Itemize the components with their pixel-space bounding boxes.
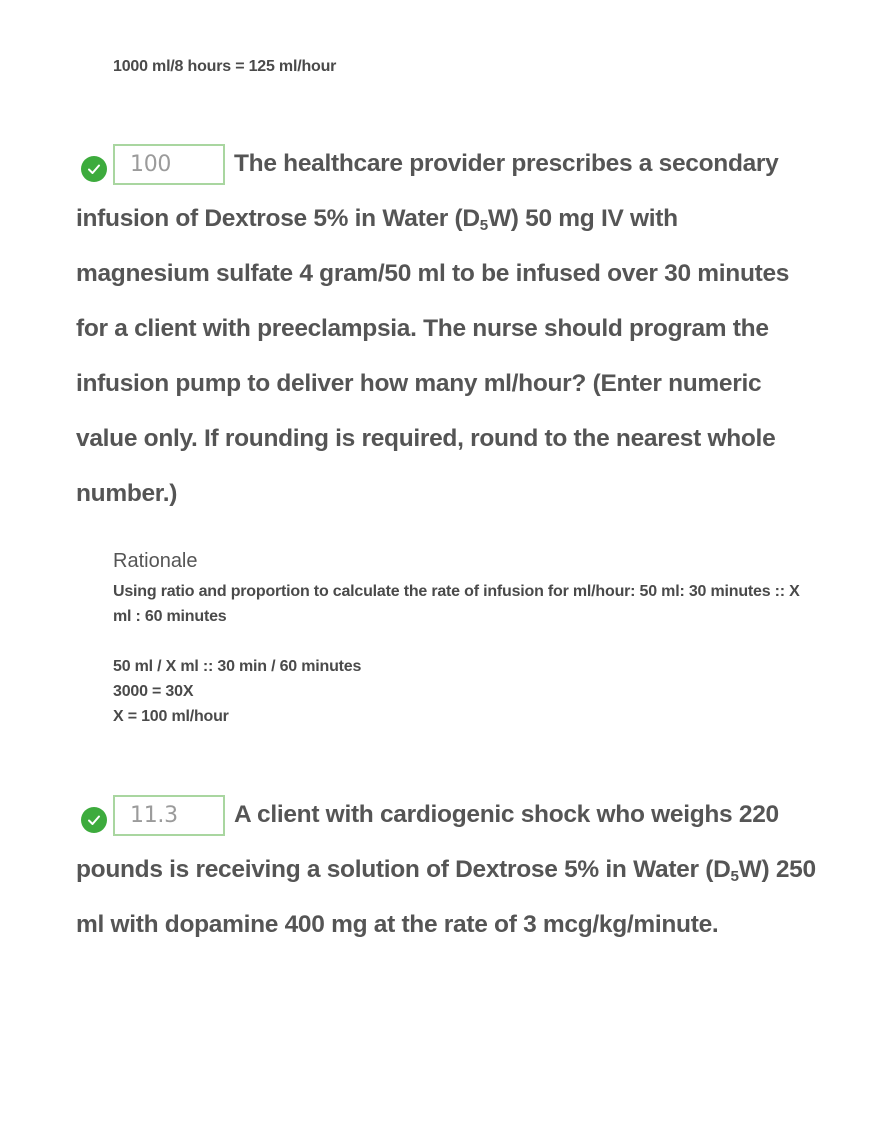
check-circle-icon: [81, 807, 107, 833]
previous-rationale-line: 1000 ml/8 hours = 125 ml/hour: [113, 58, 337, 75]
rationale-1: [113, 550, 813, 729]
answer-input-2[interactable]: 11.3: [113, 795, 225, 836]
answer-input-1[interactable]: 100: [113, 144, 225, 185]
rationale-step: 3000 = 30X: [113, 683, 194, 700]
answer-area-2: [76, 787, 234, 842]
question-1-text-a: The healthcare provider prescribes a secondary infusion of Dextrose 5% in Water (D: [76, 150, 779, 232]
rationale-title: Rationale: [113, 550, 198, 572]
question-1-text-b: W) 50 mg IV with magnesium sulfate 4 gram/50 ml to be infused over 30 minutes for a client with preeclampsia. The nurse should program the infusion pump to deliver how many ml/hour? (Enter numeric value only. If rounding is required, round to the nearest whole number.): [76, 205, 790, 507]
answer-area-1: [76, 136, 234, 191]
question-1: [76, 136, 816, 521]
question-2-text-b: W) 250 ml with dopamine 400 mg at the rate of 3 mcg/kg/minute.: [76, 856, 816, 938]
question-2-text-a: A client with cardiogenic shock who weighs 220 pounds is receiving a solution of Dextrose 5% in Water (D: [76, 801, 779, 883]
question-2-subscript: 5: [730, 867, 739, 885]
rationale-step: X = 100 ml/hour: [113, 708, 229, 725]
question-2: [76, 787, 816, 952]
rationale-step: 50 ml / X ml :: 30 min / 60 minutes: [113, 658, 362, 675]
rationale-intro: Using ratio and proportion to calculate the rate of infusion for ml/hour: 50 ml: 30 minutes :: X ml : 60 minutes: [113, 583, 800, 625]
question-1-subscript: 5: [479, 216, 488, 234]
check-circle-icon: [81, 156, 107, 182]
